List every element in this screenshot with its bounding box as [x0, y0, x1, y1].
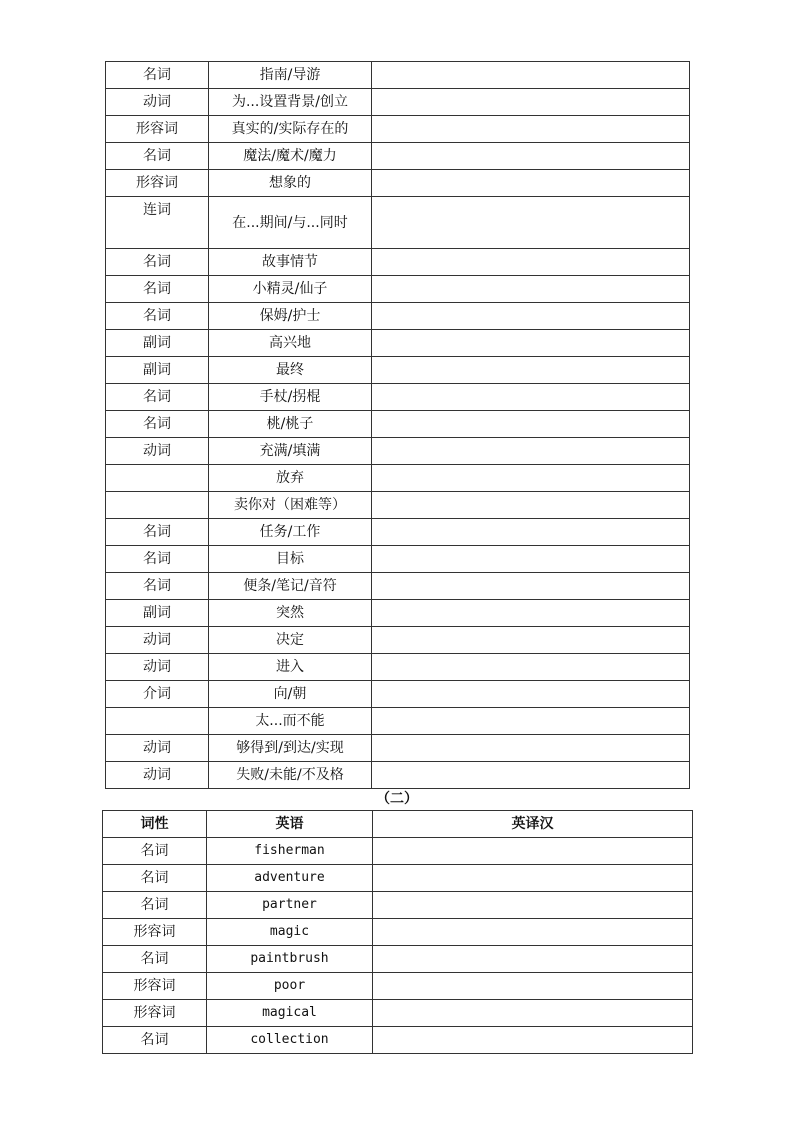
- pos-cell: 名词: [106, 62, 209, 89]
- table-row: [106, 197, 690, 249]
- pos-cell: 名词: [103, 865, 207, 892]
- answer-cell[interactable]: [372, 600, 690, 627]
- table-row: [106, 546, 690, 573]
- header-row: [103, 811, 693, 838]
- pos-cell: 动词: [106, 762, 209, 789]
- chinese-cell: 指南/导游: [209, 62, 372, 89]
- answer-cell[interactable]: [372, 708, 690, 735]
- pos-cell: 形容词: [106, 116, 209, 143]
- english-cell: paintbrush: [207, 946, 373, 973]
- chinese-cell: 突然: [209, 600, 372, 627]
- chinese-cell: 真实的/实际存在的: [209, 116, 372, 143]
- chinese-cell: 任务/工作: [209, 519, 372, 546]
- table-row: [106, 519, 690, 546]
- answer-cell[interactable]: [372, 573, 690, 600]
- english-cell: fisherman: [207, 838, 373, 865]
- header-english: 英语: [207, 811, 373, 838]
- answer-cell[interactable]: [372, 627, 690, 654]
- chinese-cell: 决定: [209, 627, 372, 654]
- section-title: （二）: [376, 791, 418, 807]
- answer-cell[interactable]: [372, 276, 690, 303]
- table-row: [106, 627, 690, 654]
- chinese-cell: 为...设置背景/创立: [209, 89, 372, 116]
- answer-cell[interactable]: [372, 170, 690, 197]
- table-row: [103, 946, 693, 973]
- pos-cell: 副词: [106, 600, 209, 627]
- table-row: [106, 89, 690, 116]
- pos-cell: 名词: [103, 892, 207, 919]
- vocab-table-body: [106, 62, 690, 789]
- table-row: [106, 708, 690, 735]
- pos-cell: 形容词: [103, 919, 207, 946]
- pos-cell: 连词: [106, 197, 209, 249]
- pos-cell: 形容词: [103, 1000, 207, 1027]
- answer-cell[interactable]: [372, 357, 690, 384]
- table-row: [106, 143, 690, 170]
- chinese-cell: 失败/未能/不及格: [209, 762, 372, 789]
- table-row: [106, 492, 690, 519]
- pos-cell: 名词: [103, 946, 207, 973]
- english-cell: poor: [207, 973, 373, 1000]
- answer-cell[interactable]: [373, 946, 693, 973]
- pos-cell: [106, 492, 209, 519]
- answer-cell[interactable]: [372, 735, 690, 762]
- table-row: [106, 735, 690, 762]
- table-row: [106, 654, 690, 681]
- pos-cell: 名词: [106, 143, 209, 170]
- chinese-cell: 桃/桃子: [209, 411, 372, 438]
- vocab-table-en-cn: [102, 810, 693, 1054]
- chinese-cell: 太...而不能: [209, 708, 372, 735]
- answer-cell[interactable]: [373, 892, 693, 919]
- table-row: [106, 276, 690, 303]
- english-cell: magic: [207, 919, 373, 946]
- table-row: [106, 465, 690, 492]
- pos-cell: 副词: [106, 357, 209, 384]
- answer-cell[interactable]: [372, 384, 690, 411]
- pos-cell: 介词: [106, 681, 209, 708]
- chinese-cell: 进入: [209, 654, 372, 681]
- answer-cell[interactable]: [372, 62, 690, 89]
- table-row: [106, 249, 690, 276]
- pos-cell: 动词: [106, 735, 209, 762]
- answer-cell[interactable]: [372, 654, 690, 681]
- pos-cell: 名词: [106, 519, 209, 546]
- table-row: [103, 1000, 693, 1027]
- pos-cell: 名词: [106, 573, 209, 600]
- table-row: [106, 600, 690, 627]
- table-row: [106, 384, 690, 411]
- answer-cell[interactable]: [372, 89, 690, 116]
- answer-cell[interactable]: [372, 116, 690, 143]
- chinese-cell: 魔法/魔术/魔力: [209, 143, 372, 170]
- english-cell: magical: [207, 1000, 373, 1027]
- chinese-cell: 向/朝: [209, 681, 372, 708]
- table-row: [106, 573, 690, 600]
- table-row: [106, 170, 690, 197]
- chinese-cell: 故事情节: [209, 249, 372, 276]
- pos-cell: 名词: [103, 1027, 207, 1054]
- answer-cell[interactable]: [373, 1000, 693, 1027]
- chinese-cell: 高兴地: [209, 330, 372, 357]
- header-translation: 英译汉: [373, 811, 693, 838]
- table-row: [103, 973, 693, 1000]
- answer-cell[interactable]: [372, 681, 690, 708]
- table-row: [106, 411, 690, 438]
- answer-cell[interactable]: [372, 249, 690, 276]
- answer-cell[interactable]: [372, 197, 690, 249]
- answer-cell[interactable]: [372, 465, 690, 492]
- answer-cell[interactable]: [373, 865, 693, 892]
- chinese-cell: 手杖/拐棍: [209, 384, 372, 411]
- chinese-cell: 小精灵/仙子: [209, 276, 372, 303]
- chinese-cell: 想象的: [209, 170, 372, 197]
- answer-cell[interactable]: [372, 492, 690, 519]
- header-pos: 词性: [103, 811, 207, 838]
- answer-cell[interactable]: [373, 919, 693, 946]
- pos-cell: 名词: [106, 249, 209, 276]
- chinese-cell: 卖你对（困难等）: [209, 492, 372, 519]
- chinese-cell: 保姆/护士: [209, 303, 372, 330]
- pos-cell: 名词: [103, 838, 207, 865]
- answer-cell[interactable]: [373, 973, 693, 1000]
- pos-cell: 动词: [106, 627, 209, 654]
- pos-cell: [106, 465, 209, 492]
- answer-cell[interactable]: [372, 411, 690, 438]
- pos-cell: 形容词: [103, 973, 207, 1000]
- table-row: [106, 357, 690, 384]
- table-row: [103, 838, 693, 865]
- chinese-cell: 够得到/到达/实现: [209, 735, 372, 762]
- chinese-cell: 充满/填满: [209, 438, 372, 465]
- table-row: [103, 1027, 693, 1054]
- pos-cell: 名词: [106, 303, 209, 330]
- table-row: [106, 438, 690, 465]
- pos-cell: 形容词: [106, 170, 209, 197]
- english-cell: collection: [207, 1027, 373, 1054]
- table-row: [106, 116, 690, 143]
- chinese-cell: 便条/笔记/音符: [209, 573, 372, 600]
- pos-cell: 副词: [106, 330, 209, 357]
- pos-cell: 动词: [106, 438, 209, 465]
- answer-cell[interactable]: [372, 303, 690, 330]
- answer-cell[interactable]: [372, 546, 690, 573]
- answer-cell[interactable]: [372, 519, 690, 546]
- table-row: [106, 330, 690, 357]
- table-row: [106, 62, 690, 89]
- chinese-cell: 在...期间/与...同时: [209, 197, 372, 249]
- pos-cell: 名词: [106, 546, 209, 573]
- answer-cell[interactable]: [372, 143, 690, 170]
- vocab-table-body: [103, 838, 693, 1054]
- vocab-table-cn-en: [105, 61, 690, 789]
- chinese-cell: 放弃: [209, 465, 372, 492]
- answer-cell[interactable]: [372, 330, 690, 357]
- table-row: [103, 919, 693, 946]
- pos-cell: 名词: [106, 276, 209, 303]
- answer-cell[interactable]: [373, 838, 693, 865]
- chinese-cell: 目标: [209, 546, 372, 573]
- table-row: [103, 865, 693, 892]
- english-cell: adventure: [207, 865, 373, 892]
- pos-cell: 动词: [106, 89, 209, 116]
- table-row: [106, 762, 690, 789]
- table-row: [106, 303, 690, 330]
- english-cell: partner: [207, 892, 373, 919]
- pos-cell: 动词: [106, 654, 209, 681]
- answer-cell[interactable]: [372, 438, 690, 465]
- answer-cell[interactable]: [372, 762, 690, 789]
- chinese-cell: 最终: [209, 357, 372, 384]
- table-header: [103, 811, 693, 838]
- pos-cell: 名词: [106, 411, 209, 438]
- answer-cell[interactable]: [373, 1027, 693, 1054]
- pos-cell: [106, 708, 209, 735]
- table-row: [106, 681, 690, 708]
- pos-cell: 名词: [106, 384, 209, 411]
- table-row: [103, 892, 693, 919]
